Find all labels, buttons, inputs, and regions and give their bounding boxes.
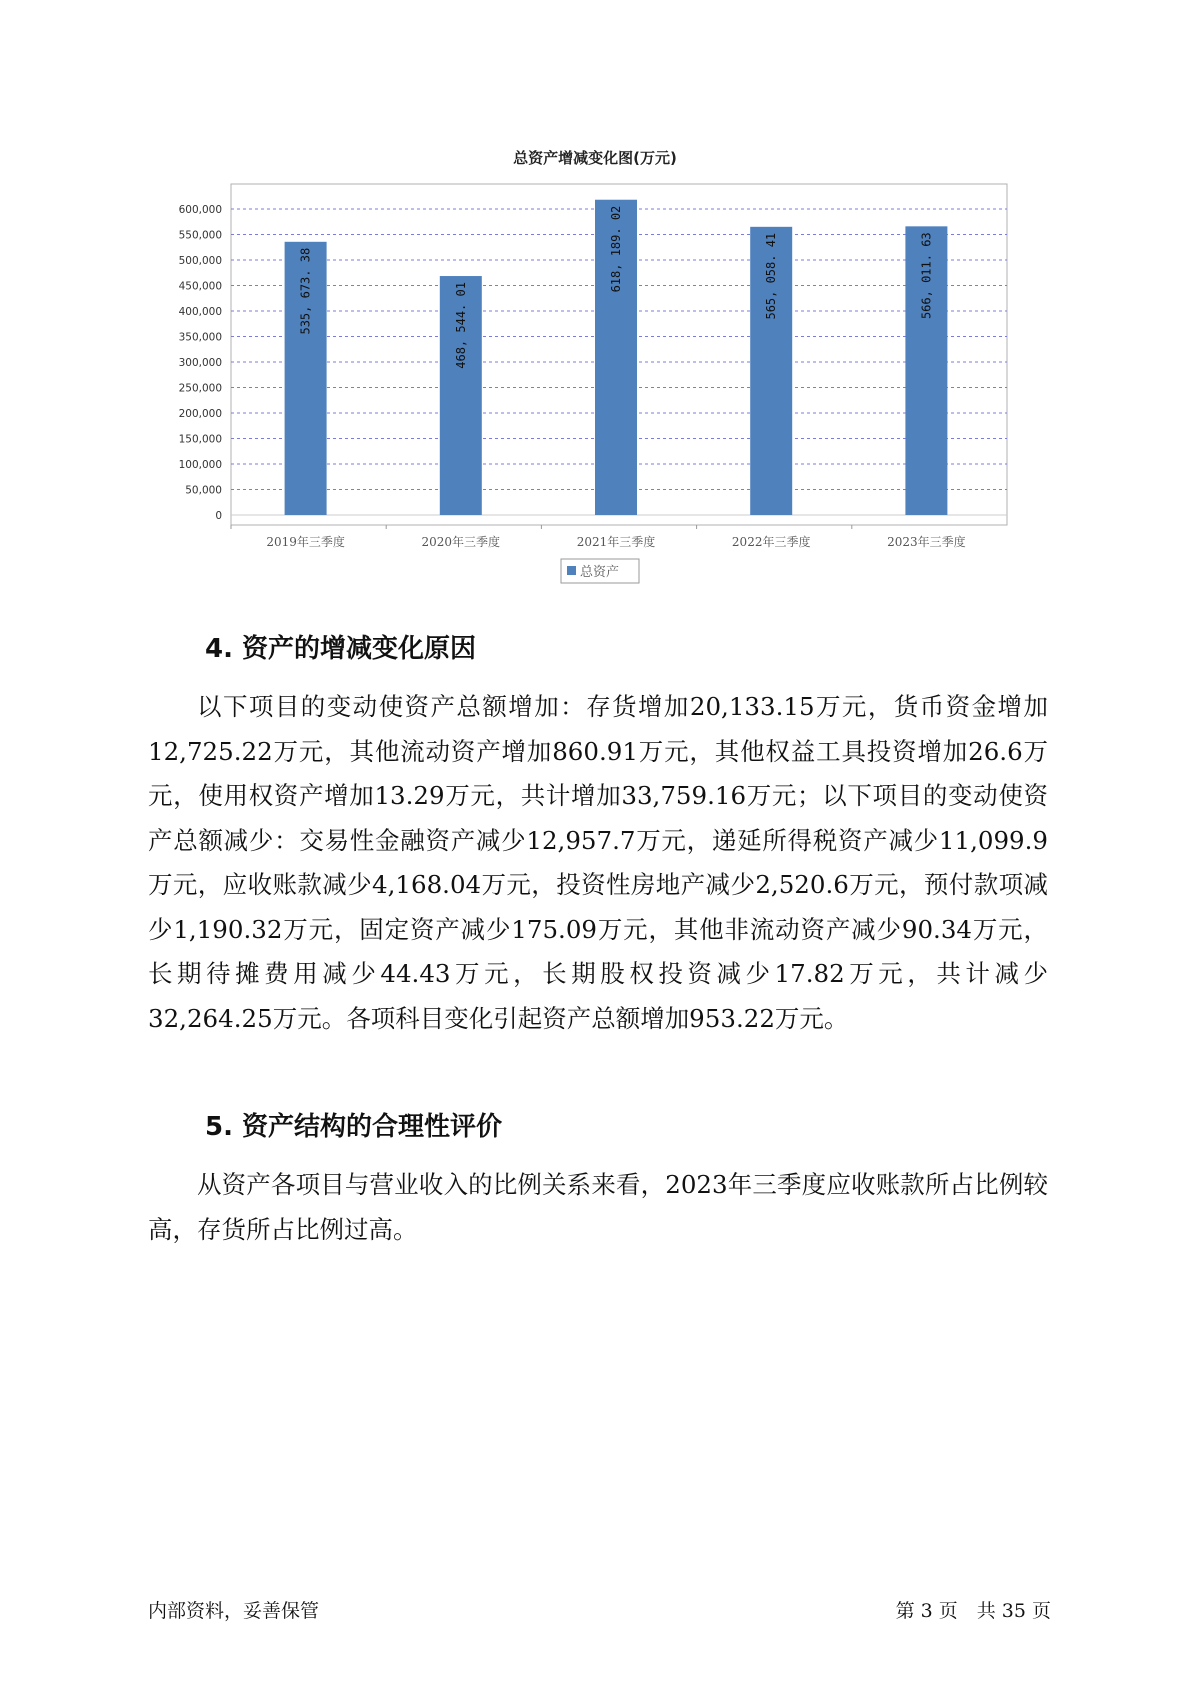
- x-tick-label: 2021年三季度: [576, 535, 656, 549]
- y-tick-label: 100,000: [178, 459, 222, 471]
- bar-value-label: 535, 673. 38: [298, 247, 313, 335]
- x-tick-label: 2022年三季度: [731, 535, 811, 549]
- bar-value-label: 618, 189. 02: [609, 205, 623, 293]
- y-tick-label: 0: [215, 510, 222, 522]
- legend-label: 总资产: [580, 565, 620, 580]
- y-tick-label: 400,000: [178, 306, 222, 318]
- y-tick-label: 200,000: [178, 408, 222, 420]
- x-tick-label: 2023年三季度: [887, 535, 966, 549]
- section-5-heading: 5. 资产结构的合理性评价: [205, 1112, 503, 1142]
- y-tick-label: 350,000: [178, 331, 222, 344]
- x-tick-label: 2019年三季度: [266, 535, 345, 549]
- y-tick-label: 50,000: [185, 484, 222, 497]
- legend: [561, 559, 639, 583]
- section-4-heading: 4. 资产的增减变化原因: [205, 634, 477, 664]
- x-tick-label: 2020年三季度: [421, 535, 501, 549]
- section-5-body: 从资产各项目与营业收入的比例关系来看，2023年三季度应收账款所占比例较高，存货所占比例过高。: [148, 1170, 1048, 1244]
- footer-page-number: 第 3 页 共 35 页: [895, 1600, 1051, 1622]
- y-tick-label: 300,000: [178, 357, 222, 369]
- section-4-body: 以下项目的变动使资产总额增加：存货增加20,133.15万元，货币资金增加12,725.22万元，其他流动资产增加860.91万元，其他权益工具投资增加26.6万元，使用权资产增加13.29万元，共计增加33,759.16万元；以下项目的变动使资产总额减少：交易性金融资产减少12,957.7万元，递延所得税资产减少11,099.9万元，应收账款减少4,168.04万元，投资性房地产减少2,520.6万元，预付款项减少1,190.32万元，固定资产减少175.09万元，其他非流动资产减少90.34万元，长期待摊费用减少44.43万元，长期股权投资减少17.82万元，共计减少32,264.25万元。各项科目变化引起资产总额增加953.22万元。: [148, 692, 1048, 1033]
- bar-value-label: 566, 011. 63: [919, 232, 934, 320]
- y-tick-label: 150,000: [178, 433, 222, 446]
- y-tick-label: 450,000: [178, 280, 222, 293]
- bar-value-label: 468, 544. 01: [453, 282, 468, 369]
- y-tick-label: 250,000: [178, 382, 222, 395]
- y-tick-label: 550,000: [178, 229, 222, 242]
- legend-swatch: [567, 566, 576, 575]
- x-axis-ticks: [231, 525, 966, 549]
- bar-value-label: 565, 058. 41: [764, 232, 779, 320]
- footer-confidential-note: 内部资料，妥善保管: [148, 1600, 320, 1622]
- y-axis-ticks: [179, 204, 222, 522]
- total-assets-chart: [0, 0, 1191, 600]
- chart-title: 总资产增减变化图(万元): [513, 149, 677, 167]
- y-tick-label: 600,000: [178, 204, 222, 216]
- y-tick-label: 500,000: [178, 255, 222, 267]
